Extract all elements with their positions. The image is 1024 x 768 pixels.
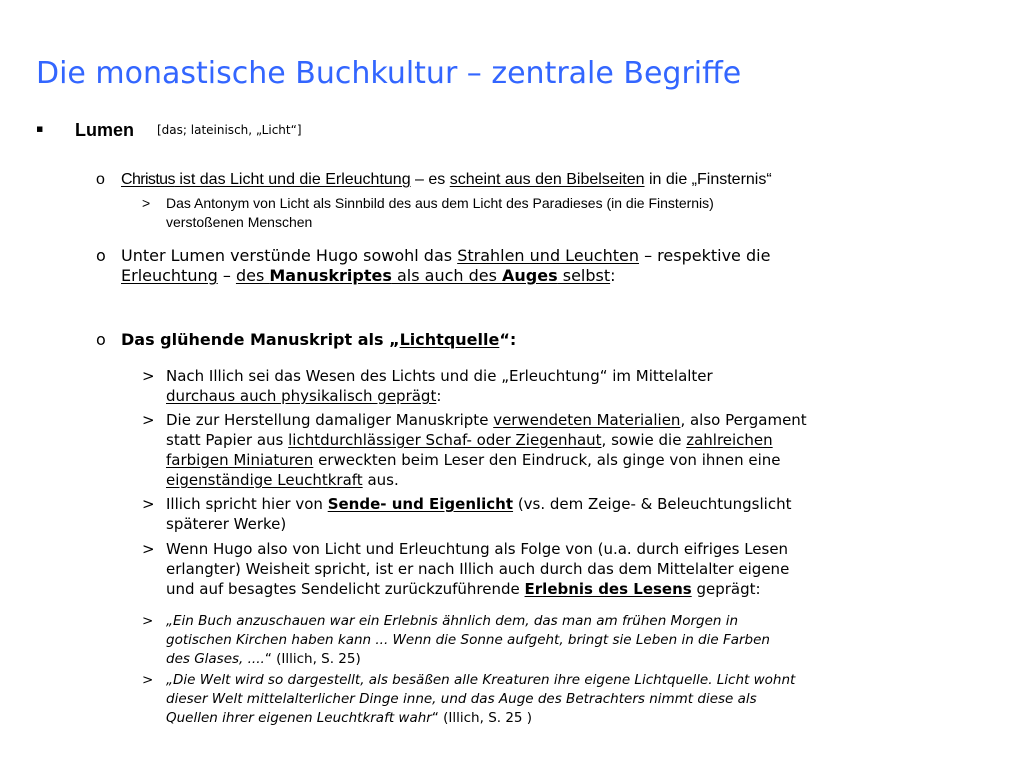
christus-rest: ist das Licht und die Erleuchtung: [174, 171, 411, 188]
text: Unter Lumen verstünde Hugo sowohl das: [121, 246, 458, 265]
sub-wenn-hugo-text: [166, 539, 976, 599]
text: des: [235, 266, 270, 285]
erlebnis-text: Erlebnis des Lesens: [524, 580, 692, 598]
erleuchtung-text: Erleuchtung: [121, 266, 218, 285]
lumen-term: Lumen: [75, 120, 135, 140]
point-christus-text: [121, 170, 981, 190]
text: – respektive die: [639, 246, 771, 265]
zahlreichen-text: zahlreichen: [686, 431, 773, 449]
circle-bullet-icon: o: [96, 171, 105, 188]
circle-bullet-icon: o: [96, 330, 106, 349]
arrow-bullet-icon: >: [142, 672, 154, 688]
sende-text: Sende- und Eigenlicht: [327, 495, 514, 513]
text: als auch des: [391, 266, 503, 285]
text: Quellen ihrer eigenen Leuchtkraft wahr: [166, 710, 432, 726]
text: erlangter) Weisheit spricht, ist er nach Illich auch durch das dem Mittelalter eigene: [166, 560, 790, 578]
arrow-bullet-icon: >: [142, 613, 154, 629]
text: “ (Illich, S. 25): [264, 651, 361, 667]
arrow-bullet-icon: >: [142, 495, 155, 513]
text: , sowie die: [601, 431, 687, 449]
text: selbst: [557, 266, 611, 285]
text: in die „Finsternis“: [644, 171, 772, 188]
text: gotischen Kirchen haben kann ... Wenn die Sonne aufgeht, bringt sie Leben in die Farben: [166, 632, 770, 648]
christus-link: Christus: [121, 171, 175, 188]
text: Illich spricht hier von: [166, 495, 328, 513]
slide-title: Die monastische Buchkultur – zentrale Begriffe: [36, 56, 742, 91]
eigen-text: eigenständige Leuchtkraft: [166, 471, 363, 489]
arrow-bullet-icon: >: [142, 540, 155, 558]
sub-materialien-text: [166, 410, 976, 490]
text: „Die Welt wird so dargestellt, als besäßen alle Kreaturen ihre eigene Lichtquelle. Licht wohnt: [166, 672, 796, 688]
manuskriptes-text: Manuskriptes: [269, 266, 392, 285]
sub-nach-illich-text: [166, 366, 976, 406]
text: “:: [499, 330, 517, 349]
verwendeten-text: verwendeten Materialien: [493, 411, 681, 429]
durchaus-text: durchaus auch physikalisch geprägt: [166, 387, 437, 405]
quote-buch-text: [166, 612, 976, 669]
farbigen-text: farbigen Miniaturen: [166, 451, 314, 469]
text: –: [217, 266, 236, 285]
point-unter-lumen-text: [121, 246, 981, 286]
text: Das Antonym von Licht als Sinnbild des aus dem Licht des Paradieses (in die Finsternis): [166, 195, 714, 211]
text: statt Papier aus: [166, 431, 289, 449]
sub-antonym-text: [166, 194, 976, 232]
text: verstoßenen Menschen: [166, 214, 313, 230]
text: Die zur Herstellung damaliger Manuskripte: [166, 411, 494, 429]
text: , also Pergament: [680, 411, 807, 429]
text: – es: [410, 171, 450, 188]
quote-welt-text: [166, 671, 976, 728]
arrow-bullet-icon: >: [142, 195, 151, 211]
text: Wenn Hugo also von Licht und Erleuchtung als Folge von (u.a. durch eifriges Lesen: [166, 540, 789, 558]
point-gluehende-text: [121, 330, 981, 350]
sub-sende-text: [166, 494, 976, 534]
text: Nach Illich sei das Wesen des Lichts und die „Erleuchtung“ im Mittelalter: [166, 367, 713, 385]
text: des Glases, ....: [166, 651, 265, 667]
text: dieser Welt mittelalterlicher Dinge inne, und das Auge des Betrachters nimmt diese als: [166, 691, 757, 707]
scheint-text: scheint aus den Bibelseiten: [449, 171, 645, 188]
square-bullet-icon: ▪: [36, 122, 44, 135]
text: geprägt:: [691, 580, 761, 598]
lichtquelle-text: Lichtquelle: [399, 330, 500, 349]
arrow-bullet-icon: >: [142, 367, 155, 385]
lichtdurch-text: lichtdurchlässiger Schaf- oder Ziegenhaut: [288, 431, 602, 449]
text: erweckten beim Leser den Eindruck, als ginge von ihnen eine: [313, 451, 781, 469]
lumen-note: [das; lateinisch, „Licht“]: [157, 123, 302, 137]
text: (vs. dem Zeige- & Beleuchtungslicht: [513, 495, 792, 513]
text: aus.: [362, 471, 399, 489]
arrow-bullet-icon: >: [142, 411, 155, 429]
strahlen-text: Strahlen und Leuchten: [457, 246, 639, 265]
text: späterer Werke): [166, 515, 287, 533]
text: “ (Illich, S. 25 ): [431, 710, 533, 726]
text: „Ein Buch anzuschauen war ein Erlebnis ähnlich dem, das man am frühen Morgen in: [166, 613, 739, 629]
text: Das glühende Manuskript als „: [121, 330, 400, 349]
auges-text: Auges: [502, 266, 558, 285]
text: und auf besagtes Sendelicht zurückzuführende: [166, 580, 525, 598]
text: :: [610, 266, 616, 285]
circle-bullet-icon: o: [96, 246, 106, 265]
text: :: [436, 387, 442, 405]
